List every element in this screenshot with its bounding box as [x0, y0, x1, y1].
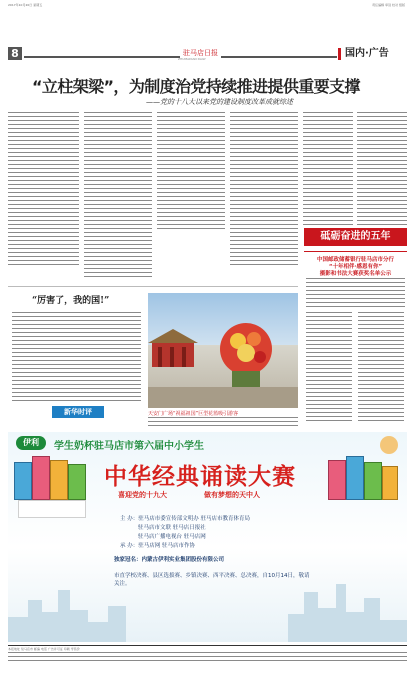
ad-main-title: 中华经典诵读大赛	[104, 463, 296, 490]
side-banner: 砥砺奋进的五年	[304, 228, 407, 246]
contest-title-2: “十年相伴·感恩有你”	[328, 264, 383, 270]
yili-logo: 伊利	[16, 436, 46, 450]
headline-subtitle: ——党的十八大以来党的建设制度改革成就综述	[146, 98, 293, 106]
winners-list-right	[358, 312, 404, 424]
article-column-2	[84, 112, 152, 280]
essay-header	[10, 289, 143, 309]
photo-note	[148, 417, 298, 429]
ad-info-2: 驻马店市文联 驻马店日报社	[138, 525, 206, 531]
masthead-sub: ZHUMADIAN DAILY	[178, 57, 206, 61]
page-number: 8	[8, 47, 22, 60]
ad-info-3: 驻马店广播电视台 驻马店网	[138, 534, 206, 540]
tiananmen-photo	[148, 293, 298, 408]
ad-title-line1: 学生奶杯驻马店市第六届中小学生	[54, 441, 204, 452]
issue-date: 2017年10月20日 星期五	[8, 3, 43, 7]
contest-notice	[304, 251, 407, 428]
article-column-1b	[8, 240, 79, 265]
article-column-3	[157, 112, 225, 230]
milk-products-right	[328, 456, 400, 520]
contest-title-1: 中国邮政储蓄银行驻马店市分行	[316, 257, 394, 263]
ad-info-4: 承 办：驻马店网 驻马店市作协	[120, 543, 195, 549]
footer-text: 本报地址 驻马店市 邮编 电话 广告许可证 印刷 零售价	[8, 647, 80, 651]
editor-line: 责任编辑 审读 校对 组版	[372, 3, 405, 7]
essay-body	[12, 312, 141, 404]
column-badge: 新华时评	[52, 406, 104, 418]
advertisement	[8, 432, 407, 642]
article-column-1	[8, 112, 79, 238]
winners-list-left	[306, 312, 352, 424]
headline-title: “立柱架梁”，为制度治党持续推进提供重要支撑	[32, 77, 360, 96]
article-column-6	[357, 112, 407, 226]
photo-caption: 天安门广场“祝福祖国”巨型花篮吸引游客	[148, 411, 239, 417]
section-label: 国内·广告	[338, 48, 413, 60]
section-divider	[8, 286, 298, 287]
ad-sponsor: 独家冠名：内蒙古伊利实业集团股份有限公司	[114, 557, 225, 563]
ad-tag-right: 做有梦想的天中人	[204, 491, 260, 499]
article-column-4	[230, 112, 298, 266]
footer-rule	[8, 645, 407, 646]
ad-schedule: 市直学校决赛、县区选拔赛、乡镇决赛、西平决赛、总决赛，自10月14日，敬请关注。	[114, 573, 310, 587]
ad-info-1: 主 办：驻马店市委宣传部文明办 驻马店市教育体育局	[120, 516, 250, 522]
contest-title-3: 摄影和书法大赛获奖名单公示	[319, 271, 392, 277]
article-column-5	[303, 112, 353, 226]
news-photo	[148, 293, 298, 408]
masthead: 驻马店日报	[180, 48, 221, 58]
sun-icon	[380, 436, 398, 454]
ad-tag-left: 喜迎党的十九大	[118, 491, 167, 499]
essay-title: “厉害了，我的国!”	[32, 296, 110, 306]
milk-products	[14, 456, 92, 520]
footer-lines	[8, 652, 407, 662]
contest-intro	[306, 278, 405, 308]
